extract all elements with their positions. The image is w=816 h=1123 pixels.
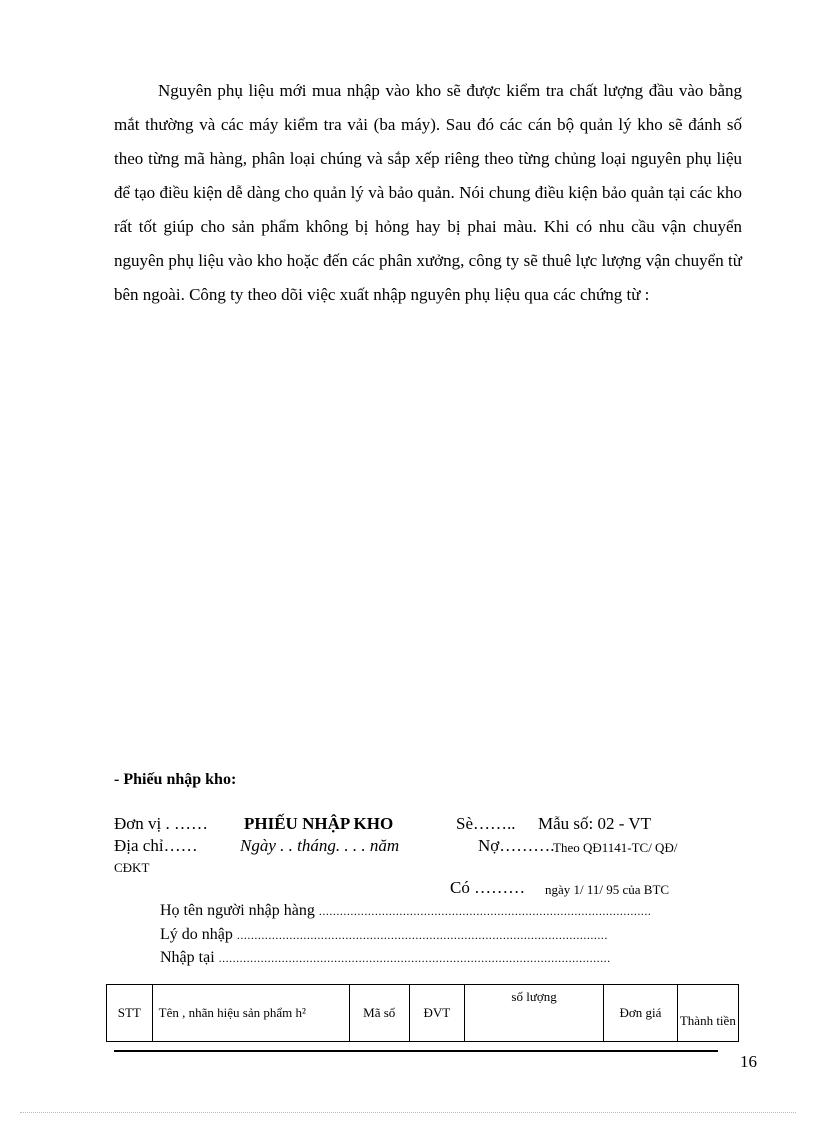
header-don-gia: Đơn giá [604, 985, 678, 1042]
page-edge-divider [20, 1112, 796, 1113]
co-field: Có ……… [450, 878, 526, 897]
footer-rule [114, 1050, 718, 1052]
no-field: Nợ………. [478, 836, 555, 855]
ho-ten-line [160, 902, 651, 920]
mau-so-field: Mẫu số: 02 - VT [538, 814, 652, 833]
dia-chi-field: Địa chỉ…… [114, 836, 198, 855]
header-ma-so: Mã số [349, 985, 409, 1042]
body-paragraph-text: Nguyên phụ liệu mới mua nhập vào kho sẽ được kiểm tra chất lượng đầu vào bằng mắt thường và các máy kiểm tra vải (ba máy). Sau đó các cán bộ quản lý kho sẽ đánh số theo từng mã hàng, phân loại chúng và sắp xếp riêng theo từng chủng loại nguyên phụ liệu để tạo điều kiện dễ dàng cho quản lý và bảo quản. Nói chung điều kiện bảo quản tại các kho rất tốt giúp cho sản phẩm không bị hỏng hay bị phai màu. Khi có nhu cầu vận chuyển nguyên phụ liệu vào kho hoặc đến các phân xưởng, công ty sẽ thuê lực lượng vận chuyển từ bên ngoài. Công ty theo dõi việc xuất nhập nguyên phụ liệu qua các chứng từ : [114, 81, 742, 304]
header-thanh-tien: Thành tiền [677, 985, 738, 1042]
don-vi-field: Đơn vị . …… [114, 814, 208, 833]
theo-qd-text: Theo QĐ1141-TC/ QĐ/ [553, 840, 678, 855]
header-so-luong: số lượng [465, 985, 604, 1042]
nhap-tai-dots: ................................................................................................................ [218, 951, 611, 965]
nhap-tai-label: Nhập tại [160, 949, 215, 966]
body-paragraph [114, 74, 742, 312]
form-title: PHIẾU NHẬP KHO [244, 814, 394, 833]
cdkt-text: CĐKT [114, 860, 150, 875]
ly-do-line [160, 926, 608, 944]
nhap-tai-line [160, 949, 611, 967]
entries-table [106, 984, 739, 1042]
table-header-row [107, 985, 739, 1042]
section-heading: - Phiếu nhập kho: [114, 771, 237, 788]
ho-ten-label: Họ tên người nhập hàng [160, 902, 315, 919]
date-line: Ngày . . tháng. . . . năm [240, 836, 400, 855]
ho-ten-dots: ............................................................................................... [318, 904, 652, 918]
ly-do-dots: .......................................................................................................... [236, 928, 608, 942]
header-stt: STT [107, 985, 153, 1042]
page-number: 16 [740, 1052, 757, 1071]
ngay-btc-text: ngày 1/ 11/ 95 của BTC [545, 882, 670, 897]
header-dvt: ĐVT [409, 985, 464, 1042]
ly-do-label: Lý do nhập [160, 926, 233, 943]
header-ten: Tên , nhãn hiệu sản phẩm h² [152, 985, 349, 1042]
so-field: Sè…….. [456, 814, 516, 833]
